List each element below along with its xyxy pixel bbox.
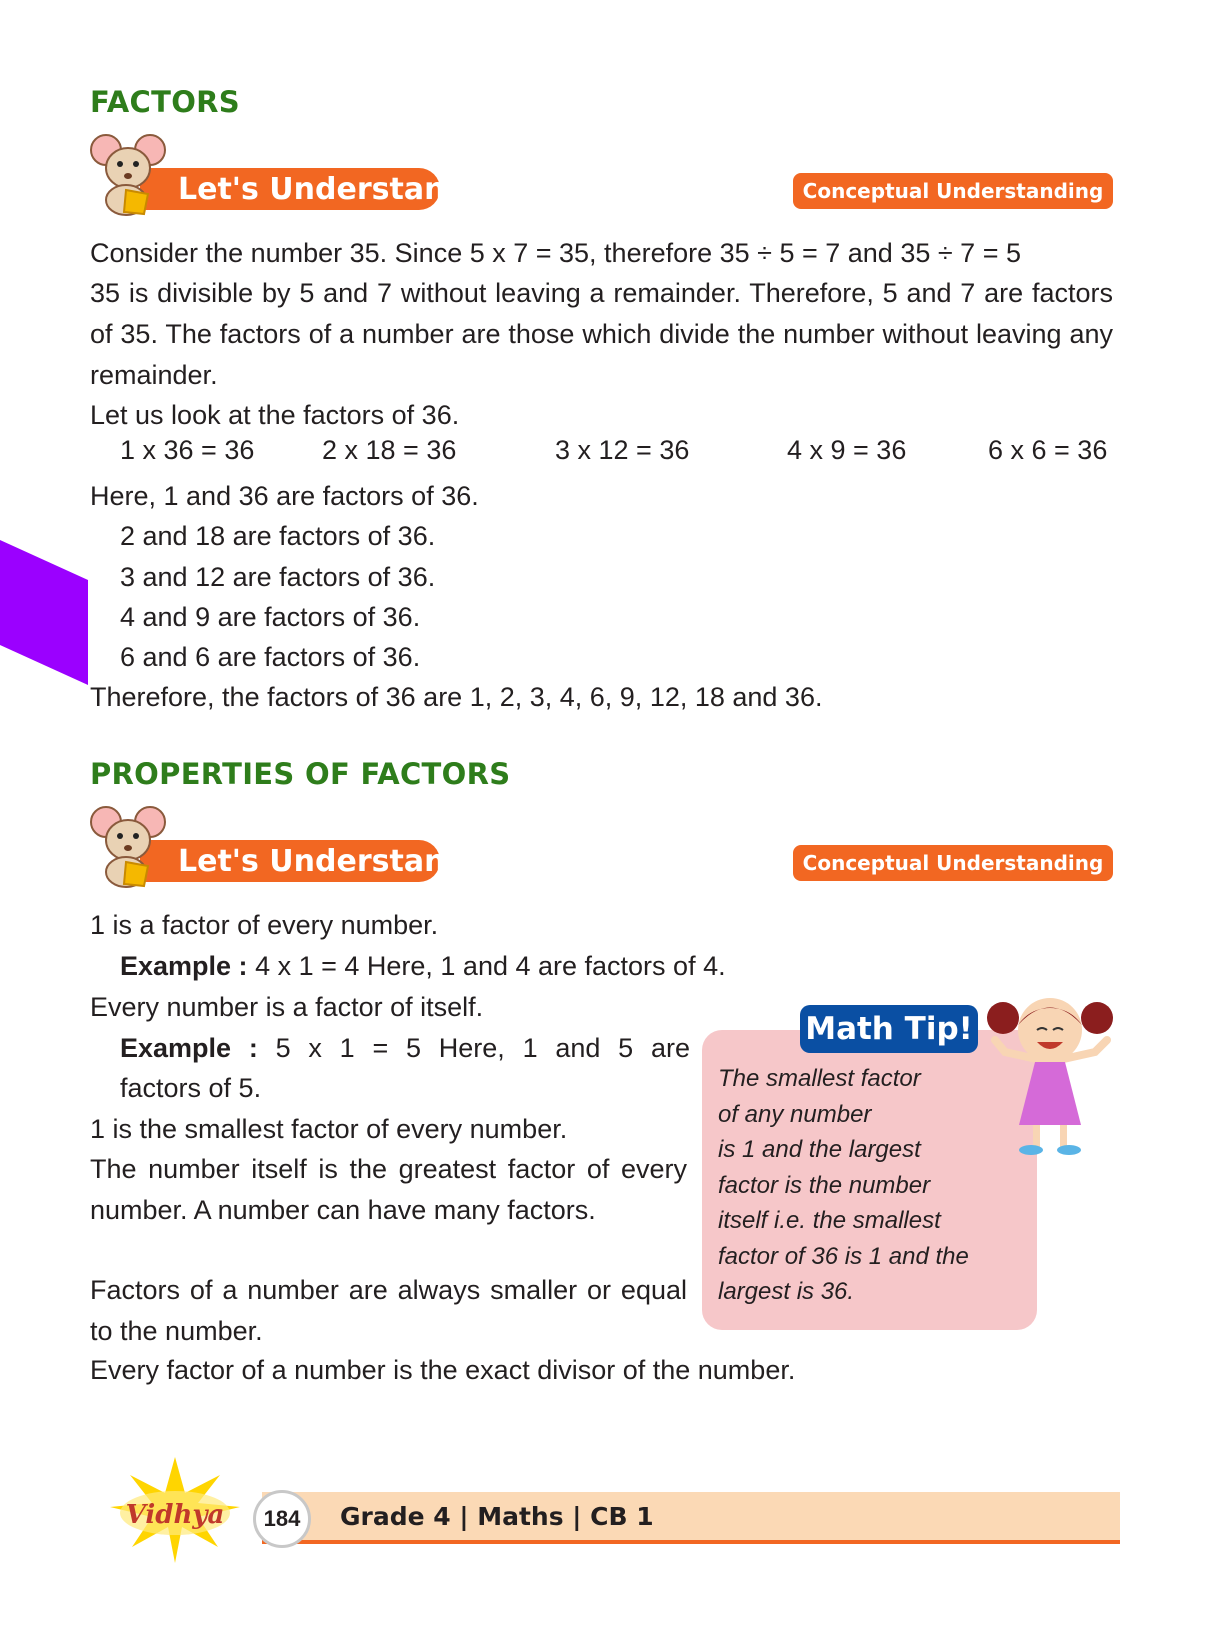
math-tip-title: Math Tip! (800, 1005, 978, 1053)
tip-line: is 1 and the largest (718, 1136, 921, 1163)
banner-label: Let's Understand (178, 172, 467, 207)
footer-text: Grade 4 | Maths | CB 1 (340, 1502, 654, 1531)
example-1 (120, 946, 726, 986)
banner-pill (140, 168, 467, 210)
tip-line: itself i.e. the smallest (718, 1207, 941, 1234)
equation-row (0, 435, 1223, 475)
property-6: Every factor of a number is the exact divisor of the number. (90, 1355, 796, 1385)
example-text: 5 x 1 = 5 Here, 1 and 5 are (257, 1033, 690, 1063)
equation: 6 x 6 = 36 (988, 435, 1108, 465)
tip-line: factor is the number (718, 1171, 931, 1199)
property-4: The number itself is the greatest factor of every number. A number can have many factors. (90, 1154, 687, 1225)
vidhya-logo (90, 1455, 260, 1565)
example-label: Example : (120, 951, 248, 981)
example-2 (120, 1028, 690, 1068)
property-1: 1 is a factor of every number. (90, 910, 439, 940)
here-line: Here, 1 and 36 are factors of 36. (90, 481, 479, 511)
example-text: 4 x 1 = 4 Here, 1 and 4 are factors of 4. (247, 951, 726, 981)
page-number: 184 (253, 1490, 311, 1548)
tip-line: largest is 36. (718, 1278, 855, 1305)
equation: 1 x 36 = 36 (120, 435, 255, 465)
girl-mascot-icon (985, 990, 1115, 1170)
banner-pill (140, 840, 467, 882)
example-label: Example : (120, 1033, 258, 1063)
lets-understand-banner (88, 800, 467, 890)
mouse-mascot-icon (88, 128, 168, 218)
section-heading-properties: PROPERTIES OF FACTORS (90, 757, 511, 791)
lets-understand-banner (88, 128, 467, 218)
side-tab (0, 540, 88, 685)
tip-line: The smallest factor (718, 1065, 921, 1092)
factor-pair-line: 4 and 9 are factors of 36. (120, 602, 421, 632)
factor-pair-line: 6 and 6 are factors of 36. (120, 642, 421, 672)
tip-line: factor of 36 is 1 and the (718, 1242, 969, 1270)
logo-text: Vidhya (125, 1500, 225, 1530)
mouse-mascot-icon (88, 800, 168, 890)
intro-line: Consider the number 35. Since 5 x 7 = 35, therefore 35 ÷ 5 = 7 and 35 ÷ 7 = 5 (90, 238, 1021, 268)
property-5: Factors of a number are always smaller or equal to the number. (90, 1275, 687, 1346)
property-2: Every number is a factor of itself. (90, 992, 484, 1022)
footer-underline (262, 1540, 1120, 1544)
math-tip-text (718, 1061, 1028, 1310)
therefore-line: Therefore, the factors of 36 are 1, 2, 3, 4, 6, 9, 12, 18 and 36. (90, 682, 823, 712)
banner-label: Let's Understand (178, 844, 467, 879)
section-heading-factors: FACTORS (90, 85, 240, 119)
equation: 2 x 18 = 36 (322, 435, 457, 465)
conceptual-understanding-tag: Conceptual Understanding (793, 173, 1113, 209)
conceptual-understanding-tag: Conceptual Understanding (793, 845, 1113, 881)
factor-pair-line: 2 and 18 are factors of 36. (120, 521, 436, 551)
equation: 3 x 12 = 36 (555, 435, 690, 465)
property-3: 1 is the smallest factor of every number. (90, 1114, 568, 1144)
intro-paragraph: 35 is divisible by 5 and 7 without leaving a remainder. Therefore, 5 and 7 are factors of 35. The factors of a number are those which divide the number without leaving any remainder. (90, 278, 1113, 390)
equation: 4 x 9 = 36 (787, 435, 907, 465)
factor-pair-line: 3 and 12 are factors of 36. (120, 562, 436, 592)
look-at-line: Let us look at the factors of 36. (90, 400, 460, 430)
tip-line: of any number (718, 1100, 872, 1128)
example-2-continued: factors of 5. (120, 1073, 262, 1103)
